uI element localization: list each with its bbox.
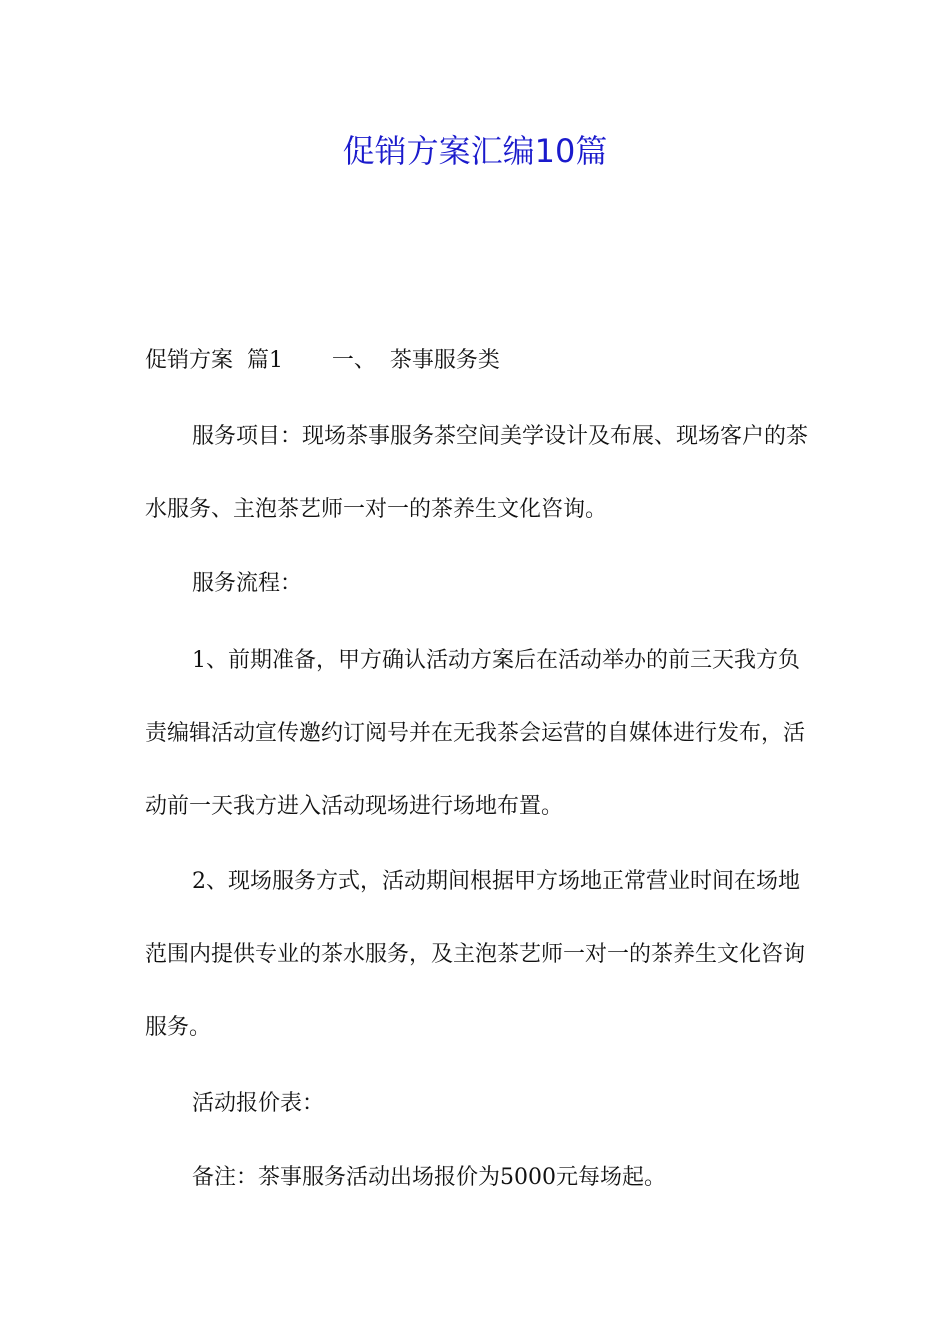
- paragraph-service-process-label: 服务流程：: [192, 571, 303, 596]
- paragraph-step-2: 2、现场服务方式，活动期间根据甲方场地正常营业时间在场地范围内提供专业的茶水服务，及主泡茶艺师一对一的茶养生文化咨询服务。: [145, 869, 806, 1040]
- paragraph-step-1: 1、前期准备，甲方确认活动方案后在活动举办的前三天我方负责编辑活动宣传邀约订阅号并在无我茶会运营的自媒体进行发布，活动前一天我方进入活动现场进行场地布置。: [145, 648, 806, 819]
- paragraph-note: 备注：茶事服务活动出场报价为5000元每场起。: [192, 1165, 666, 1190]
- paragraph-service-items: 服务项目：现场茶事服务茶空间美学设计及布展、现场客户的茶水服务、主泡茶艺师一对一的茶养生文化咨询。: [145, 424, 809, 522]
- document-title: 促销方案汇编10篇: [342, 132, 608, 170]
- paragraph-price-table-label: 活动报价表：: [192, 1091, 325, 1116]
- section-heading: 促销方案 篇1 一、 茶事服务类: [145, 348, 500, 373]
